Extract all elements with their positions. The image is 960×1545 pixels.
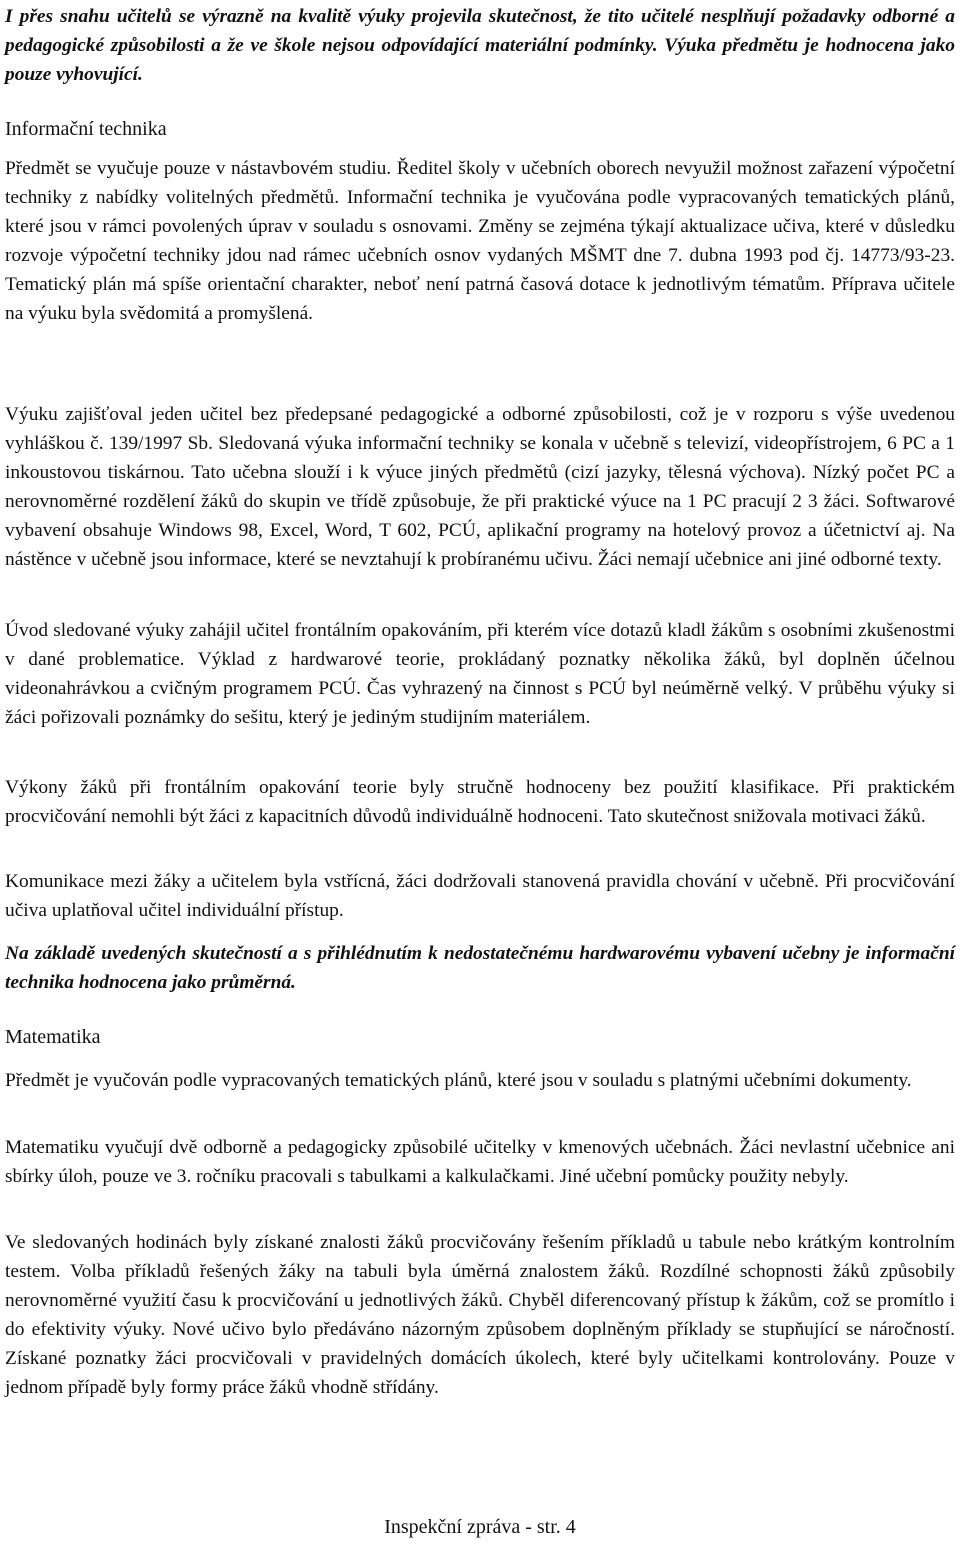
paragraph: Výuku zajišťoval jeden učitel bez předepsané pedagogické a odborné způsobilosti, což je v rozporu s výše uvedenou vyhláškou č. 139/1997 Sb. Sledovaná výuka informační techniky se konala v učebně s televizí, videopřístrojem, 6 PC a 1 inkoustovou tiskárnou. Tato učebna slouží i k výuce jiných předmětů (cizí jazyky, tělesná výchova). Nízký počet PC a nerovnoměrné rozdělení žáků do skupin ve třídě způsobuje, že při praktické výuce na 1 PC pracují 2 3 žáci. Softwarové vybavení obsahuje Windows 98, Excel, Word, T 602, PCÚ, aplikační programy na hotelový provoz a účetnictví aj. Na nástěnce v učebně jsou informace, které se nevztahují k probíranému učivu. Žáci nemají učebnice ani jiné odborné texty.: [5, 404, 955, 570]
section-conclusion: Na základě uvedených skutečností a s přihlédnutím k nedostatečnému hardwarovému vybavení učebny je informační technika hodnocena jako průměrná.: [5, 943, 955, 993]
paragraph: Výkony žáků při frontálním opakování teorie byly stručně hodnoceny bez použití klasifikace. Při praktickém procvičování nemohli být žáci z kapacitních důvodů individuálně hodnoceni. Tato skutečnost snižovala motivaci žáků.: [5, 777, 955, 827]
page-footer: Inspekční zpráva - str. 4: [384, 1516, 576, 1538]
paragraph: Komunikace mezi žáky a učitelem byla vstřícná, žáci dodržovali stanovená pravidla chování v učebně. Při procvičování učiva uplatňoval učitel individuální přístup.: [5, 871, 955, 921]
paragraph: Ve sledovaných hodinách byly získané znalosti žáků procvičovány řešením příkladů u tabule nebo krátkým kontrolním testem. Volba příkladů řešených žáky na tabuli byla úměrná znalostem žáků. Rozdílné schopnosti žáků způsobily nerovnoměrné využití času k procvičování u jednotlivých žáků. Chyběl diferencovaný přístup k žákům, což se promítlo i do efektivity výuky. Nové učivo bylo předáváno názorným způsobem doplněným příklady se stupňující se náročností. Získané poznatky žáci procvičovali v pravidelných domácích úkolech, které byly učitelkami kontrolovány. Pouze v jednom případě byly formy práce žáků vhodně střídány.: [5, 1232, 955, 1398]
paragraph: Matematiku vyučují dvě odborně a pedagogicky způsobilé učitelky v kmenových učebnách. Žáci nevlastní učebnice ani sbírky úloh, pouze ve 3. ročníku pracovali s tabulkami a kalkulačkami. Jiné učební pomůcky použity nebyly.: [5, 1137, 955, 1187]
section-heading-matematika: Matematika: [5, 1026, 101, 1048]
intro-evaluation: I přes snahu učitelů se výrazně na kvalitě výuky projevila skutečnost, že tito učitelé nesplňují požadavky odborné a pedagogické způsobilosti a že ve škole nejsou odpovídající materiální podmínky. Výuka předmětu je hodnocena jako pouze vyhovující.: [5, 6, 955, 85]
section-heading-informacni-technika: Informační technika: [5, 118, 167, 140]
paragraph: Předmět se vyučuje pouze v nástavbovém studiu. Ředitel školy v učebních oborech nevyužil možnost zařazení výpočetní techniky z nabídky volitelných předmětů. Informační technika je vyučována podle vypracovaných tematických plánů, které jsou v rámci povolených úprav v souladu s osnovami. Změny se zejména týkají aktualizace učiva, které v důsledku rozvoje výpočetní techniky jdou nad rámec učebních osnov vydaných MŠMT dne 7. dubna 1993 pod čj. 14773/93-23. Tematický plán má spíše orientační charakter, neboť není patrná časová dotace k jednotlivým tématům. Příprava učitele na výuku byla svědomitá a promyšlená.: [5, 158, 955, 324]
paragraph: Úvod sledované výuky zahájil učitel frontálním opakováním, při kterém více dotazů kladl žákům s osobními zkušenostmi v dané problematice. Výklad z hardwarové teorie, prokládaný poznatky několika žáků, byl doplněn účelnou videonahrávkou a cvičným programem PCÚ. Čas vyhrazený na činnost s PCÚ byl neúměrně velký. V průběhu výuky si žáci pořizovali poznámky do sešitu, který je jediným studijním materiálem.: [5, 620, 955, 728]
paragraph: Předmět je vyučován podle vypracovaných tematických plánů, které jsou v souladu s platnými učebními dokumenty.: [5, 1070, 912, 1091]
